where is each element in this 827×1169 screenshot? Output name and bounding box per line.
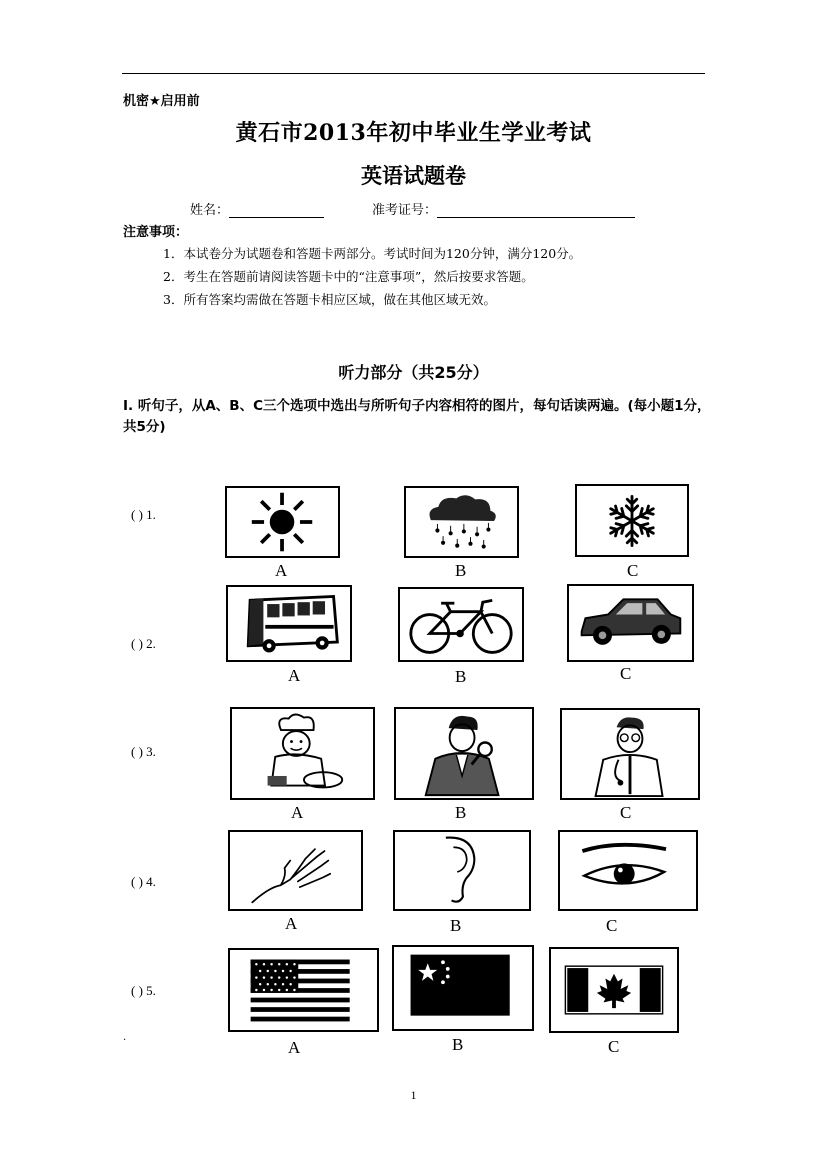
option-label-b[interactable]: B	[455, 561, 467, 580]
option-picture-b[interactable]	[398, 587, 524, 662]
option-picture-c[interactable]	[558, 830, 698, 911]
option-picture-a[interactable]	[230, 707, 375, 800]
bus-icon	[228, 587, 350, 660]
section-title: 听力部分（共25分）	[338, 363, 489, 382]
option-label-a[interactable]: A	[288, 1038, 301, 1057]
sun-icon	[227, 488, 338, 556]
exam-subtitle: 英语试题卷	[361, 163, 466, 188]
option-label-c[interactable]: C	[627, 561, 639, 580]
option-picture-a[interactable]	[225, 486, 340, 558]
exam-number-label: 准考证号：	[372, 203, 438, 218]
option-picture-b[interactable]	[392, 945, 534, 1031]
cook-icon	[232, 709, 373, 798]
top-rule	[122, 73, 705, 74]
detective-icon	[396, 709, 532, 798]
hand-icon	[230, 832, 361, 909]
page-number: 1	[410, 1088, 417, 1102]
exam-number-field	[372, 199, 635, 218]
option-picture-a[interactable]	[226, 585, 352, 662]
bicycle-icon	[400, 589, 522, 660]
stray-mark: .	[123, 1032, 127, 1043]
option-picture-c[interactable]	[575, 484, 689, 557]
option-picture-b[interactable]	[404, 486, 519, 558]
note-item: 3．所有答案均需做在答题卡相应区域，做在其他区域无效。	[163, 292, 496, 307]
option-picture-c[interactable]	[567, 584, 694, 662]
usa-flag-icon	[230, 950, 377, 1030]
confidential-label: 机密★启用前	[123, 94, 200, 109]
snowflake-icon	[577, 486, 687, 555]
eye-icon	[560, 832, 696, 909]
option-label-a[interactable]: A	[288, 666, 301, 685]
option-label-a[interactable]: A	[291, 803, 304, 822]
notes-heading: 注意事项：	[123, 225, 189, 240]
option-label-c[interactable]: C	[606, 916, 618, 935]
option-label-a[interactable]: A	[285, 914, 298, 933]
question-number[interactable]: ( ) 5.	[131, 983, 156, 998]
question-number[interactable]: ( ) 3.	[131, 744, 156, 759]
option-label-b[interactable]: B	[455, 667, 467, 686]
option-label-a[interactable]: A	[275, 561, 288, 580]
question-number[interactable]: ( ) 1.	[131, 507, 156, 522]
option-label-b[interactable]: B	[455, 803, 467, 822]
question-number[interactable]: ( ) 2.	[131, 636, 156, 651]
name-field	[190, 199, 324, 218]
car-icon	[569, 586, 692, 660]
option-label-b[interactable]: B	[452, 1035, 464, 1054]
option-picture-c[interactable]	[549, 947, 679, 1033]
rain-cloud-icon	[406, 488, 517, 556]
option-picture-b[interactable]	[393, 830, 531, 911]
note-item: 1．本试卷分为试题卷和答题卡两部分。考试时间为120分钟，满分120分。	[163, 246, 582, 261]
name-label: 姓名：	[190, 203, 230, 218]
option-label-b[interactable]: B	[450, 916, 462, 935]
exam-title: 黄石市2013年初中毕业生学业考试	[235, 120, 592, 146]
canada-flag-icon	[551, 949, 677, 1031]
china-flag-icon	[394, 947, 532, 1029]
ear-icon	[395, 832, 529, 909]
doctor-icon	[562, 710, 698, 798]
option-picture-a[interactable]	[228, 830, 363, 911]
note-item: 2．考生在答题前请阅读答题卡中的“注意事项”，然后按要求答题。	[163, 269, 534, 284]
exam-number-blank[interactable]	[437, 203, 635, 218]
question-number[interactable]: ( ) 4.	[131, 874, 156, 889]
option-label-c[interactable]: C	[620, 664, 632, 683]
name-blank[interactable]	[229, 203, 324, 218]
option-label-c[interactable]: C	[608, 1037, 620, 1056]
section-instruction: I. 听句子，从A、B、C三个选项中选出与所听句子内容相符的图片，每句话读两遍。(每小题1分，共5分)	[123, 398, 711, 435]
option-picture-a[interactable]	[228, 948, 379, 1032]
option-picture-b[interactable]	[394, 707, 534, 800]
option-picture-c[interactable]	[560, 708, 700, 800]
option-label-c[interactable]: C	[620, 803, 632, 822]
